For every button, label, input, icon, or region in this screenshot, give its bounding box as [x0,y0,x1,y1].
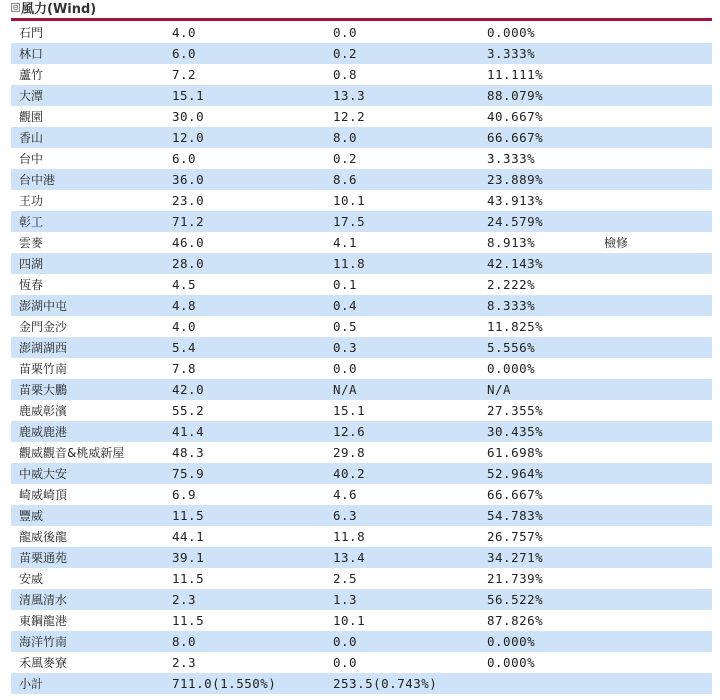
note-cell [604,568,712,589]
table-row [11,484,712,505]
note-cell [604,274,712,295]
capacity-cell: 6.0 [172,148,333,169]
output-cell: N/A [333,379,487,400]
capacity-cell: 2.3 [172,652,333,673]
capacity-cell: 41.4 [172,421,333,442]
wind-power-table [11,22,712,694]
ratio-cell: 88.079% [487,85,604,106]
note-cell [604,631,712,652]
table-row [11,106,712,127]
capacity-cell: 11.5 [172,505,333,526]
table-row [11,568,712,589]
ratio-cell: 34.271% [487,547,604,568]
note-cell [604,253,712,274]
unit-name: 澎湖湖西 [11,337,172,358]
note-cell [604,106,712,127]
note-cell [604,64,712,85]
table-row [11,631,712,652]
unit-name: 香山 [11,127,172,148]
output-cell: 0.5 [333,316,487,337]
unit-name: 澎湖中屯 [11,295,172,316]
note-cell [604,652,712,673]
note-cell [604,484,712,505]
ratio-cell: 11.111% [487,64,604,85]
unit-name: 蘆竹 [11,64,172,85]
ratio-cell: N/A [487,379,604,400]
output-cell: 0.0 [333,631,487,652]
unit-name: 苗栗通苑 [11,547,172,568]
header-divider [11,18,712,21]
note-cell: 檢修 [604,232,712,253]
table-row [11,85,712,106]
unit-name: 中威大安 [11,463,172,484]
capacity-cell: 30.0 [172,106,333,127]
ratio-cell: 54.783% [487,505,604,526]
note-cell [604,190,712,211]
output-cell: 12.6 [333,421,487,442]
table-row [11,274,712,295]
unit-name: 苗栗竹南 [11,358,172,379]
capacity-cell: 5.4 [172,337,333,358]
note-cell [604,148,712,169]
output-cell: 40.2 [333,463,487,484]
capacity-cell: 55.2 [172,400,333,421]
output-cell: 6.3 [333,505,487,526]
output-cell: 0.1 [333,274,487,295]
note-cell [604,169,712,190]
capacity-cell: 6.9 [172,484,333,505]
collapse-toggle-icon[interactable]: ⊟ [11,3,20,12]
table-row [11,22,712,43]
unit-name: 石門 [11,22,172,43]
ratio-cell: 30.435% [487,421,604,442]
unit-name: 安威 [11,568,172,589]
note-cell [604,442,712,463]
table-row [11,148,712,169]
table-row [11,379,712,400]
table-row [11,337,712,358]
capacity-cell: 7.2 [172,64,333,85]
table-row [11,652,712,673]
table-row [11,190,712,211]
capacity-cell: 2.3 [172,589,333,610]
ratio-cell: 26.757% [487,526,604,547]
note-cell [604,127,712,148]
output-cell: 10.1 [333,190,487,211]
subtotal-label: 小計 [11,673,172,694]
note-cell [604,379,712,400]
output-cell: 0.3 [333,337,487,358]
capacity-cell: 42.0 [172,379,333,400]
output-cell: 13.3 [333,85,487,106]
empty-cell [487,673,604,694]
unit-name: 鹿威彰濱 [11,400,172,421]
note-cell [604,211,712,232]
output-cell: 0.4 [333,295,487,316]
capacity-cell: 48.3 [172,442,333,463]
capacity-cell: 12.0 [172,127,333,148]
capacity-cell: 71.2 [172,211,333,232]
capacity-cell: 11.5 [172,568,333,589]
output-cell: 11.8 [333,253,487,274]
output-cell: 0.8 [333,64,487,85]
table-row [11,589,712,610]
table-row [11,127,712,148]
table-row [11,442,712,463]
table-row [11,505,712,526]
ratio-cell: 52.964% [487,463,604,484]
subtotal-capacity: 711.0(1.550%) [172,673,333,694]
output-cell: 4.6 [333,484,487,505]
output-cell: 2.5 [333,568,487,589]
capacity-cell: 75.9 [172,463,333,484]
unit-name: 清風清水 [11,589,172,610]
capacity-cell: 15.1 [172,85,333,106]
table-row [11,295,712,316]
table-row [11,547,712,568]
note-cell [604,505,712,526]
ratio-cell: 0.000% [487,652,604,673]
output-cell: 8.0 [333,127,487,148]
table-row [11,253,712,274]
output-cell: 0.2 [333,148,487,169]
capacity-cell: 46.0 [172,232,333,253]
table-row [11,421,712,442]
capacity-cell: 39.1 [172,547,333,568]
unit-name: 鹿威鹿港 [11,421,172,442]
unit-name: 海洋竹南 [11,631,172,652]
output-cell: 0.0 [333,22,487,43]
note-cell [604,358,712,379]
ratio-cell: 87.826% [487,610,604,631]
unit-name: 東鋼龍港 [11,610,172,631]
table-row [11,43,712,64]
output-cell: 10.1 [333,610,487,631]
note-cell [604,85,712,106]
capacity-cell: 4.8 [172,295,333,316]
ratio-cell: 42.143% [487,253,604,274]
table-row [11,358,712,379]
output-cell: 17.5 [333,211,487,232]
unit-name: 金門金沙 [11,316,172,337]
ratio-cell: 2.222% [487,274,604,295]
capacity-cell: 4.0 [172,316,333,337]
unit-name: 龍威後龍 [11,526,172,547]
ratio-cell: 40.667% [487,106,604,127]
capacity-cell: 11.5 [172,610,333,631]
note-cell [604,589,712,610]
note-cell [604,22,712,43]
output-cell: 0.2 [333,43,487,64]
capacity-cell: 28.0 [172,253,333,274]
table-row [11,169,712,190]
ratio-cell: 56.522% [487,589,604,610]
note-cell [604,337,712,358]
unit-name: 王功 [11,190,172,211]
ratio-cell: 8.333% [487,295,604,316]
unit-name: 觀園 [11,106,172,127]
output-cell: 8.6 [333,169,487,190]
table-row [11,211,712,232]
unit-name: 台中 [11,148,172,169]
output-cell: 13.4 [333,547,487,568]
note-cell [604,610,712,631]
output-cell: 29.8 [333,442,487,463]
section-title: 風力(Wind) [21,2,97,17]
unit-name: 四湖 [11,253,172,274]
unit-name: 苗栗大鵬 [11,379,172,400]
ratio-cell: 5.556% [487,337,604,358]
output-cell: 1.3 [333,589,487,610]
capacity-cell: 4.0 [172,22,333,43]
subtotal-row [11,673,712,694]
unit-name: 禾風麥寮 [11,652,172,673]
table-row [11,232,712,253]
capacity-cell: 6.0 [172,43,333,64]
ratio-cell: 0.000% [487,358,604,379]
ratio-cell: 8.913% [487,232,604,253]
subtotal-output: 253.5(0.743%) [333,673,487,694]
unit-name: 觀威觀音&桃威新屋 [11,442,172,463]
note-cell [604,43,712,64]
note-cell [604,421,712,442]
note-cell [604,316,712,337]
table-row [11,400,712,421]
ratio-cell: 0.000% [487,22,604,43]
unit-name: 台中港 [11,169,172,190]
ratio-cell: 61.698% [487,442,604,463]
unit-name: 雲麥 [11,232,172,253]
unit-name: 恆春 [11,274,172,295]
ratio-cell: 66.667% [487,127,604,148]
output-cell: 12.2 [333,106,487,127]
unit-name: 彰工 [11,211,172,232]
output-cell: 4.1 [333,232,487,253]
wind-section-header [0,0,720,17]
unit-name: 崎威崎頂 [11,484,172,505]
unit-name: 豐威 [11,505,172,526]
unit-name: 林口 [11,43,172,64]
ratio-cell: 66.667% [487,484,604,505]
unit-name: 大潭 [11,85,172,106]
note-cell [604,547,712,568]
ratio-cell: 3.333% [487,43,604,64]
output-cell: 11.8 [333,526,487,547]
ratio-cell: 27.355% [487,400,604,421]
ratio-cell: 23.889% [487,169,604,190]
capacity-cell: 8.0 [172,631,333,652]
ratio-cell: 21.739% [487,568,604,589]
ratio-cell: 43.913% [487,190,604,211]
note-cell [604,463,712,484]
capacity-cell: 23.0 [172,190,333,211]
ratio-cell: 3.333% [487,148,604,169]
ratio-cell: 11.825% [487,316,604,337]
table-row [11,526,712,547]
capacity-cell: 36.0 [172,169,333,190]
table-row [11,64,712,85]
capacity-cell: 44.1 [172,526,333,547]
table-row [11,463,712,484]
ratio-cell: 0.000% [487,631,604,652]
table-row [11,316,712,337]
output-cell: 15.1 [333,400,487,421]
ratio-cell: 24.579% [487,211,604,232]
note-cell [604,526,712,547]
note-cell [604,400,712,421]
output-cell: 0.0 [333,652,487,673]
capacity-cell: 4.5 [172,274,333,295]
note-cell [604,295,712,316]
output-cell: 0.0 [333,358,487,379]
empty-cell [604,673,712,694]
table-row [11,610,712,631]
capacity-cell: 7.8 [172,358,333,379]
